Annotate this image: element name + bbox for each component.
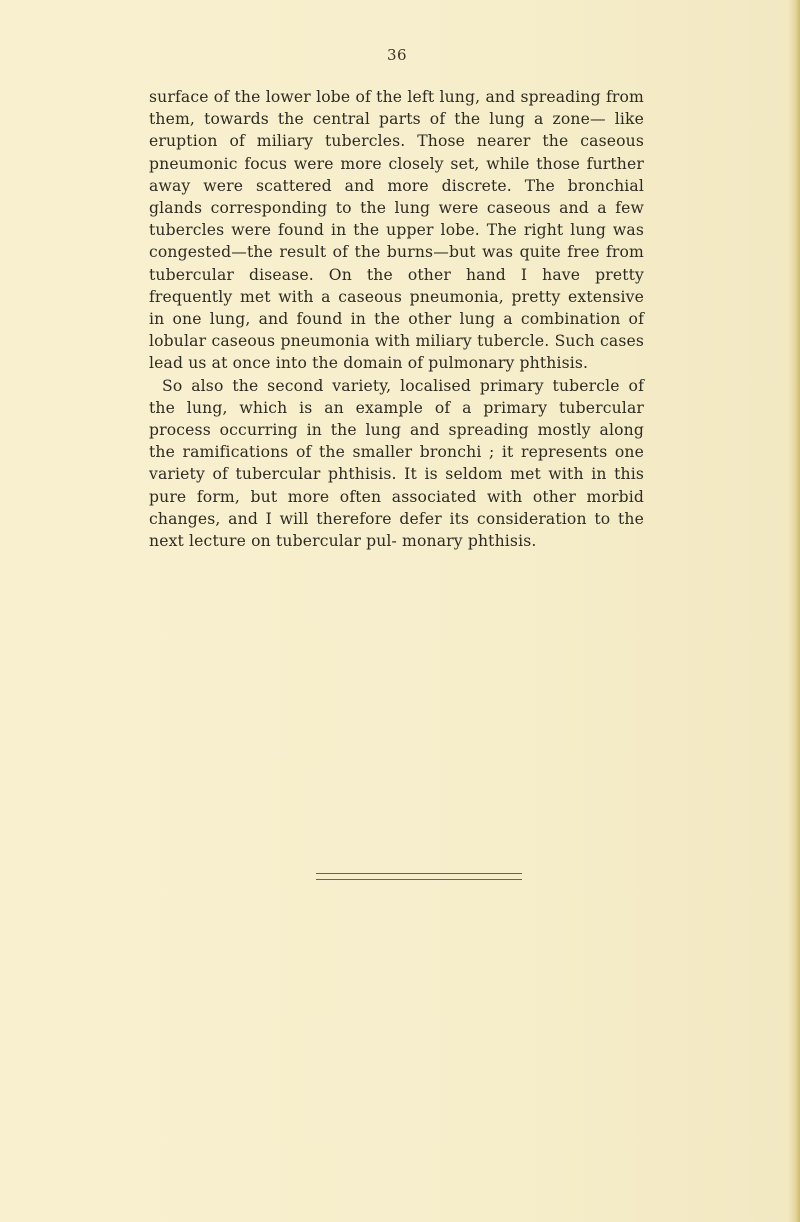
paragraph-second-variety: So also the second variety, localised primary tubercle of the lung, which is an example of a primary tubercular process occurring in the lung and spreading mostly along the ramifications of the smaller bronchi ; it represents one variety of tubercular phthisis. It is seldom met with in this pure form, but more often associated with other morbid changes, and I will therefore defer its consideration to the next lecture on tubercular pul- monary phthisis. xyxy=(149,376,644,551)
paragraph-continued: surface of the lower lobe of the left lung, and spreading from them, towards the central parts of the lung a zone— like eruption of miliary tubercles. Those nearer the caseous pneumonic focus were more closely set, while those further away were scattered and more discrete. The bronchial glands corresponding to the lung were caseous and a few tubercles were found in the upper lobe. The right lung was congested—the result of the burns—but was quite free from tubercular disease. On the other hand I have pretty frequently met with a caseous pneumonia, pretty extensive in one lung, and found in the other lung a combination of lobular caseous pneumonia with miliary tubercle. Such cases lead us at once into the domain of pulmonary phthisis. xyxy=(149,88,644,373)
section-divider-bottom-rule xyxy=(316,879,522,880)
section-divider-top-rule xyxy=(316,873,522,874)
body-text xyxy=(149,86,644,552)
page-number: 36 xyxy=(386,46,408,64)
page-edge-shadow xyxy=(788,0,800,1222)
